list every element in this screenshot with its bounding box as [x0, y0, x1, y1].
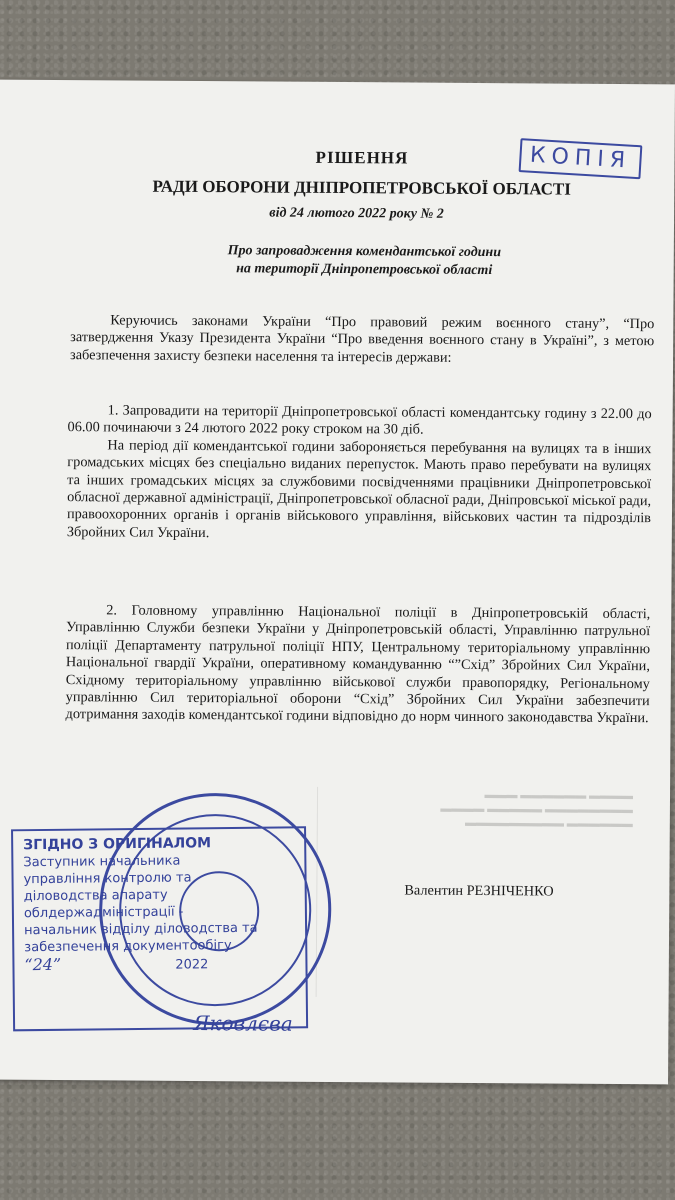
- document-title: РІШЕННЯ: [315, 147, 409, 168]
- point-2-text: 2. Головному управлінню Національної поліції в Дніпропетровській області, Управлінню Служби безпеки України у Дніпропетровській області, Управлінню патрульної поліції Департаменту патрульної поліції НПУ, Центральному територіальному управлінню Національної гвардії України, оперативному командуванню “”Схід” Збройних Сил України, Східному територіальному управлінню військової служби правопорядку, Регіональному управлінню Сил територіальної оборони “Схід” Збройних Сил України забезпечити дотримання заходів комендантської години відповідно до норм чинного законодавства України.: [65, 602, 651, 727]
- approval-line: облдержадміністрації -: [23, 904, 184, 922]
- intro-text: Керуючись законами України “Про правовий режим воєнного стану”, “Про затвердження Указу Президента України “Про введення воєнного стану в Україні”, з метою забезпечення захисту безпеки населення та інтересів держави:: [70, 312, 655, 366]
- intro-paragraph: [70, 312, 654, 368]
- approval-line: начальник відділу діловодства та: [24, 920, 258, 939]
- copy-stamp: КОПІЯ: [519, 138, 643, 179]
- point-2: [66, 602, 651, 728]
- approval-stamp: [11, 826, 308, 1031]
- document-date: від 24 лютого 2022 року № 2: [269, 205, 444, 222]
- approval-year: 2022: [175, 957, 209, 973]
- signer-first-name: Валентин: [404, 882, 464, 899]
- approval-line: Заступник начальника: [23, 853, 181, 871]
- handwritten-signature: Яковлєва: [193, 1011, 293, 1036]
- point-1: [67, 402, 652, 545]
- document-subject-line2: на території Дніпропетровської області: [236, 261, 493, 279]
- document-page: [0, 80, 675, 1085]
- bleed-through-text: ▬▬▬▬ ▬▬▬▬▬▬ ▬▬▬ ▬▬▬▬▬▬▬▬ ▬▬▬▬▬ ▬▬▬▬ ▬▬▬▬▬▬ ▬▬▬▬▬▬▬▬▬: [316, 787, 633, 999]
- approval-line: забезпечення документообігу: [24, 938, 232, 956]
- approval-date: “24”: [24, 954, 62, 975]
- approval-heading: ЗГІДНО З ОРИГІНАЛОМ: [23, 835, 212, 854]
- signature-block: [404, 882, 553, 900]
- point-1-details: На період дії комендантської години забороняється перебування на вулицях та в інших громадських місцях без спеціально виданих перепусток. Мають право перебувати на вулицях та інших громадських місцях за службовими посвідченнями працівники Дніпропетровської обласної державної адміністрації, Дніпропетровської обласної ради, Дніпровської міської ради, правоохоронних органів і органів військового управління, військових частин та підрозділів Збройних Сил України.: [66, 437, 652, 541]
- point-1-text: 1. Запровадити на території Дніпропетровської області комендантську годину з 22.00 до 06.00 починаючи з 24 лютого 2022 року строком на 30 діб.: [67, 402, 652, 439]
- council-name: РАДИ ОБОРОНИ ДНІПРОПЕТРОВСЬКОЇ ОБЛАСТІ: [152, 176, 571, 199]
- signer-last-name: РЕЗНІЧЕНКО: [466, 882, 554, 900]
- approval-line: діловодства апарату: [23, 887, 168, 905]
- approval-line: управління контролю та: [23, 870, 192, 888]
- document-subject-line1: Про запровадження комендантської години: [227, 243, 502, 261]
